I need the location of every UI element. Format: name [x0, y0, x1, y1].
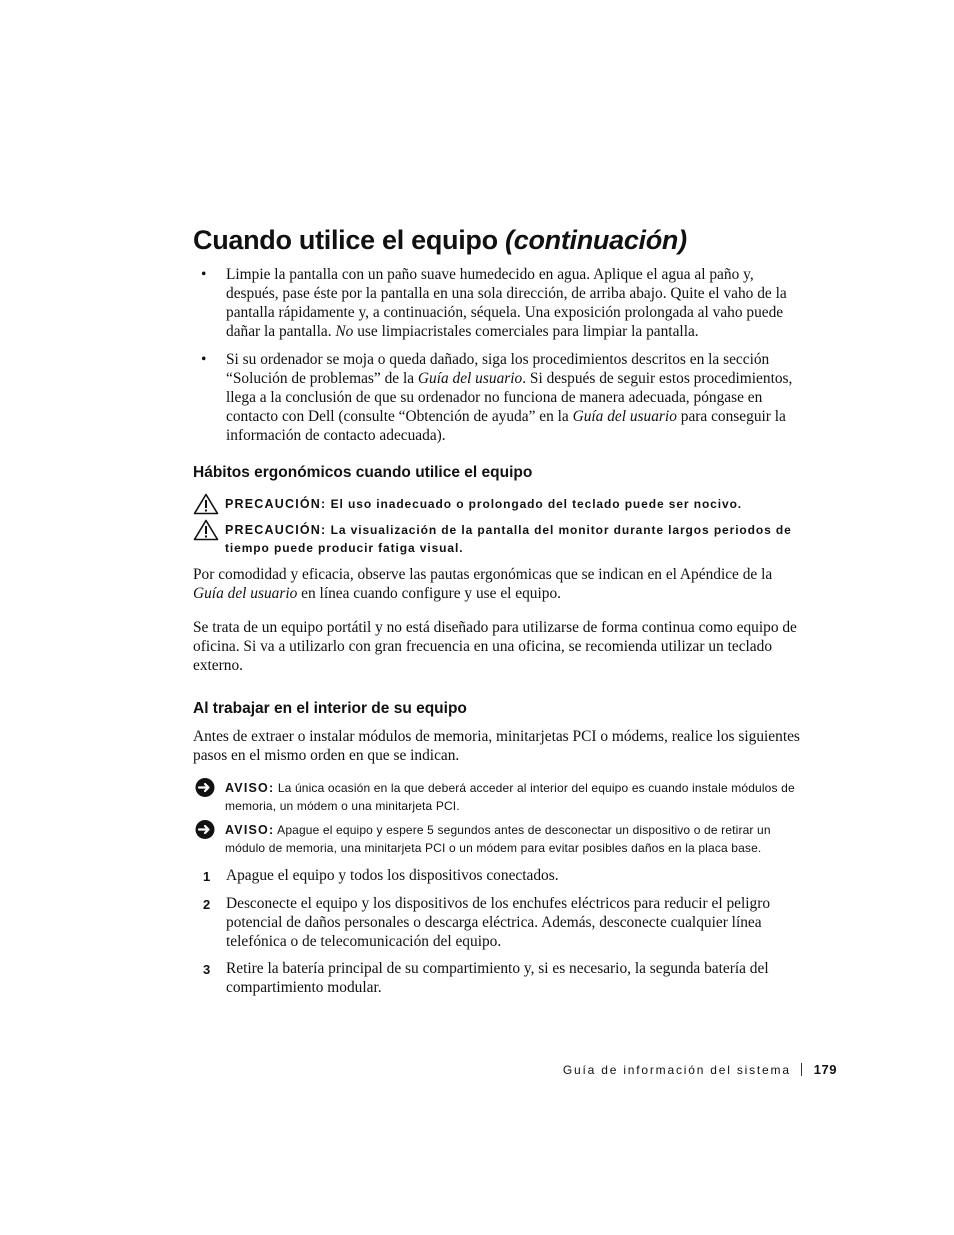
step-text: Retire la batería principal de su compartimiento y, si es necesario, la segunda batería del compartimiento modular.	[226, 960, 769, 996]
text-run: para conseguir la información de contacto adecuada).	[226, 408, 786, 444]
paragraph: Antes de extraer o instalar módulos de memoria, minitarjetas PCI o módems, realice los siguientes pasos en el mismo orden en que se indican.	[193, 728, 800, 764]
warning-triangle-icon	[193, 519, 219, 541]
page-title-continuation: (continuación)	[505, 225, 687, 255]
emphasis: Guía del usuario	[193, 585, 298, 602]
section-heading-interior: Al trabajar en el interior de su equipo	[193, 700, 467, 717]
emphasis: No	[335, 323, 354, 340]
paragraph: Se trata de un equipo portátil y no está diseñado para utilizarse de forma continua como equipo de oficina. Si va a utilizarlo con gran frecuencia en una oficina, se recomienda utilizar un teclado externo.	[193, 619, 797, 674]
footer-divider	[801, 1063, 802, 1076]
notice-hand-icon	[193, 777, 219, 799]
warning-triangle-icon	[193, 493, 219, 515]
caution-label: PRECAUCIÓN:	[225, 523, 327, 537]
step-text: Apague el equipo y todos los dispositivos conectados.	[226, 867, 559, 884]
bullet-text	[226, 265, 804, 341]
text-run: Limpie la pantalla con un paño suave humedecido en agua. Aplique el agua al paño y, después, pase éste por la pantalla en una sola dirección, de arriba abajo. Quite el vaho de la pantalla rápidamente y, a continuación, séquela. Una exposición prolongada al vaho puede dañar la pantalla.	[226, 266, 787, 340]
caution-body: La visualización de la pantalla del monitor durante largos periodos de tiempo puede producir fatiga visual.	[225, 523, 792, 555]
emphasis: Guía del usuario	[417, 370, 523, 387]
caution-label: PRECAUCIÓN:	[225, 497, 327, 511]
bullet-mark: •	[201, 266, 207, 283]
page-footer	[563, 1062, 837, 1077]
caution-text	[225, 521, 805, 557]
emphasis: Guía del usuario	[572, 408, 677, 425]
aviso-body: La única ocasión en la que deberá acceder al interior del equipo es cuando instale módulos de memoria, un módem o una minitarjeta PCI.	[225, 781, 795, 813]
paragraph	[193, 565, 803, 603]
aviso-text	[225, 821, 805, 857]
caution-text	[225, 495, 805, 513]
section-heading-ergonomics: Hábitos ergonómicos cuando utilice el equipo	[193, 464, 533, 481]
aviso-label: AVISO:	[225, 823, 275, 837]
bullet-text	[226, 350, 804, 445]
step-number: 1	[203, 869, 211, 884]
aviso-text	[225, 779, 805, 815]
page-title	[193, 222, 687, 258]
caution-body: El uso inadecuado o prolongado del teclado puede ser nocivo.	[326, 497, 743, 511]
aviso-body: Apague el equipo y espere 5 segundos antes de desconectar un dispositivo o de retirar un módulo de memoria, una minitarjeta PCI o un módem para evitar posibles daños en la placa base.	[225, 823, 771, 855]
text-run: use limpiacristales comerciales para limpiar la pantalla.	[353, 323, 699, 340]
step-text: Desconecte el equipo y los dispositivos de los enchufes eléctricos para reducir el peligro potencial de daños personales o descarga eléctrica. Además, desconecte cualquier línea telefónica o de telecomunicación del equipo.	[226, 895, 771, 950]
page-number: 179	[813, 1062, 837, 1077]
page-title-main: Cuando utilice el equipo	[193, 225, 498, 255]
text-run: Si su ordenador se moja o queda dañado, siga los procedimientos descritos en la sección “Solución de problemas” de la	[226, 351, 770, 387]
aviso-label: AVISO:	[225, 781, 275, 795]
bullet-mark: •	[201, 351, 207, 368]
step-number: 3	[203, 962, 211, 977]
notice-hand-icon	[193, 819, 219, 841]
text-run: en línea cuando configure y use el equipo.	[297, 585, 562, 602]
text-run: Por comodidad y eficacia, observe las pautas ergonómicas que se indican en el Apéndice de la	[193, 566, 773, 583]
footer-title: Guía de información del sistema	[562, 1062, 791, 1077]
text-run: . Si después de seguir estos procedimientos, llega a la conclusión de que su ordenador no funciona de manera adecuada, póngase en contacto con Dell (consulte “Obtención de ayuda” en la	[226, 370, 793, 425]
step-number: 2	[203, 897, 211, 912]
